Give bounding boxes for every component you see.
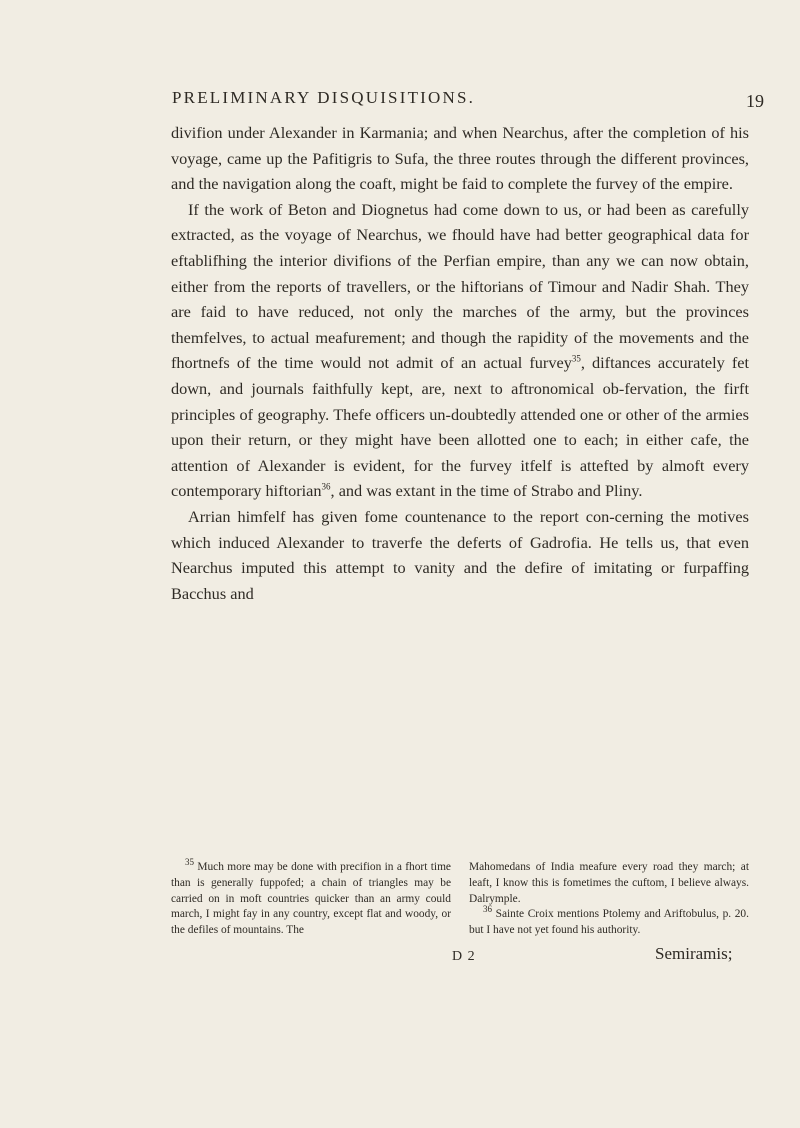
footnote-36-number: 36 <box>483 904 492 915</box>
signature-mark: D 2 <box>452 949 476 964</box>
paragraph-1: divifion under Alexander in Karmania; and when Nearchus, after the completion of his voyage, came up the Pafitigris to Sufa, the three routes through the different provinces, and the navigation along the coaft, might be faid to complete the furvey of the empire. <box>171 123 749 194</box>
footnote-36-text: Sainte Croix mentions Ptolemy and Ariftobulus, p. 20. but I have not yet found his authority. <box>469 908 749 937</box>
paragraph-2-part-b: , diftances accurately fet down, and journals faithfully kept, are, next to aftronomical ob-fervation, the firft principles of geography. Thefe officers un-doubtedly attended one or other of the armies upon their return, or they might have been allotted one to each; in either cafe, the attention of Alexander is evident, for the furvey itfelf is attefted by almoft every contemporary hiftorian <box>171 353 749 501</box>
footnote-column-left <box>171 857 451 939</box>
paragraph-2-part-c: , and was extant in the time of Strabo and Pliny. <box>330 481 643 501</box>
paragraph-2 <box>171 197 749 504</box>
footnotes <box>171 857 749 939</box>
footnote-ref-35: 35 <box>571 353 581 364</box>
footnote-35-number: 35 <box>185 857 194 868</box>
main-text <box>171 120 749 606</box>
running-header <box>172 88 592 108</box>
footnote-36 <box>469 904 749 939</box>
paragraph-3: Arrian himfelf has given fome countenance to the report con-cerning the motives which induced Alexander to traverfe the deferts of Gadrofia. He tells us, that even Nearchus imputed this attempt to vanity and the defire of imitating or furpaffing Bacchus and <box>171 506 749 603</box>
page-number: 19 <box>746 91 764 111</box>
footnote-column-right <box>469 860 749 939</box>
footnote-35-text: Much more may be done with precifion in a fhort time than is generally fuppofed; a chain of triangles may be carried on in moft countries quicker than an army could march, I might fay in any country, except flat and woody, or the defiles of mountains. The <box>171 861 451 937</box>
footnote-ref-36: 36 <box>321 481 331 492</box>
paragraph-2-part-a: If the work of Beton and Diognetus had come down to us, or had been as carefully extracted, as the voyage of Nearchus, we fhould have had better geographical data for eftablifhing the interior divifions of the Perfian empire, than any we can now obtain, either from the reports of travellers, or the hiftorians of Timour and Nadir Shah. They are faid to have reduced, not only the marches of the army, but the provinces themfelves, to actual meafurement; and though the rapidity of the movements and the fhortnefs of the time would not admit of an actual furvey <box>171 199 749 373</box>
footnote-35-continued: Mahomedans of India meafure every road they march; at leaft, I know this is fometimes the cuftom, I believe always. Dalrymple. <box>469 861 749 905</box>
running-head: PRELIMINARY DISQUISITIONS. <box>172 88 476 107</box>
footnote-35 <box>171 857 451 939</box>
catchword: Semiramis; <box>655 944 733 963</box>
